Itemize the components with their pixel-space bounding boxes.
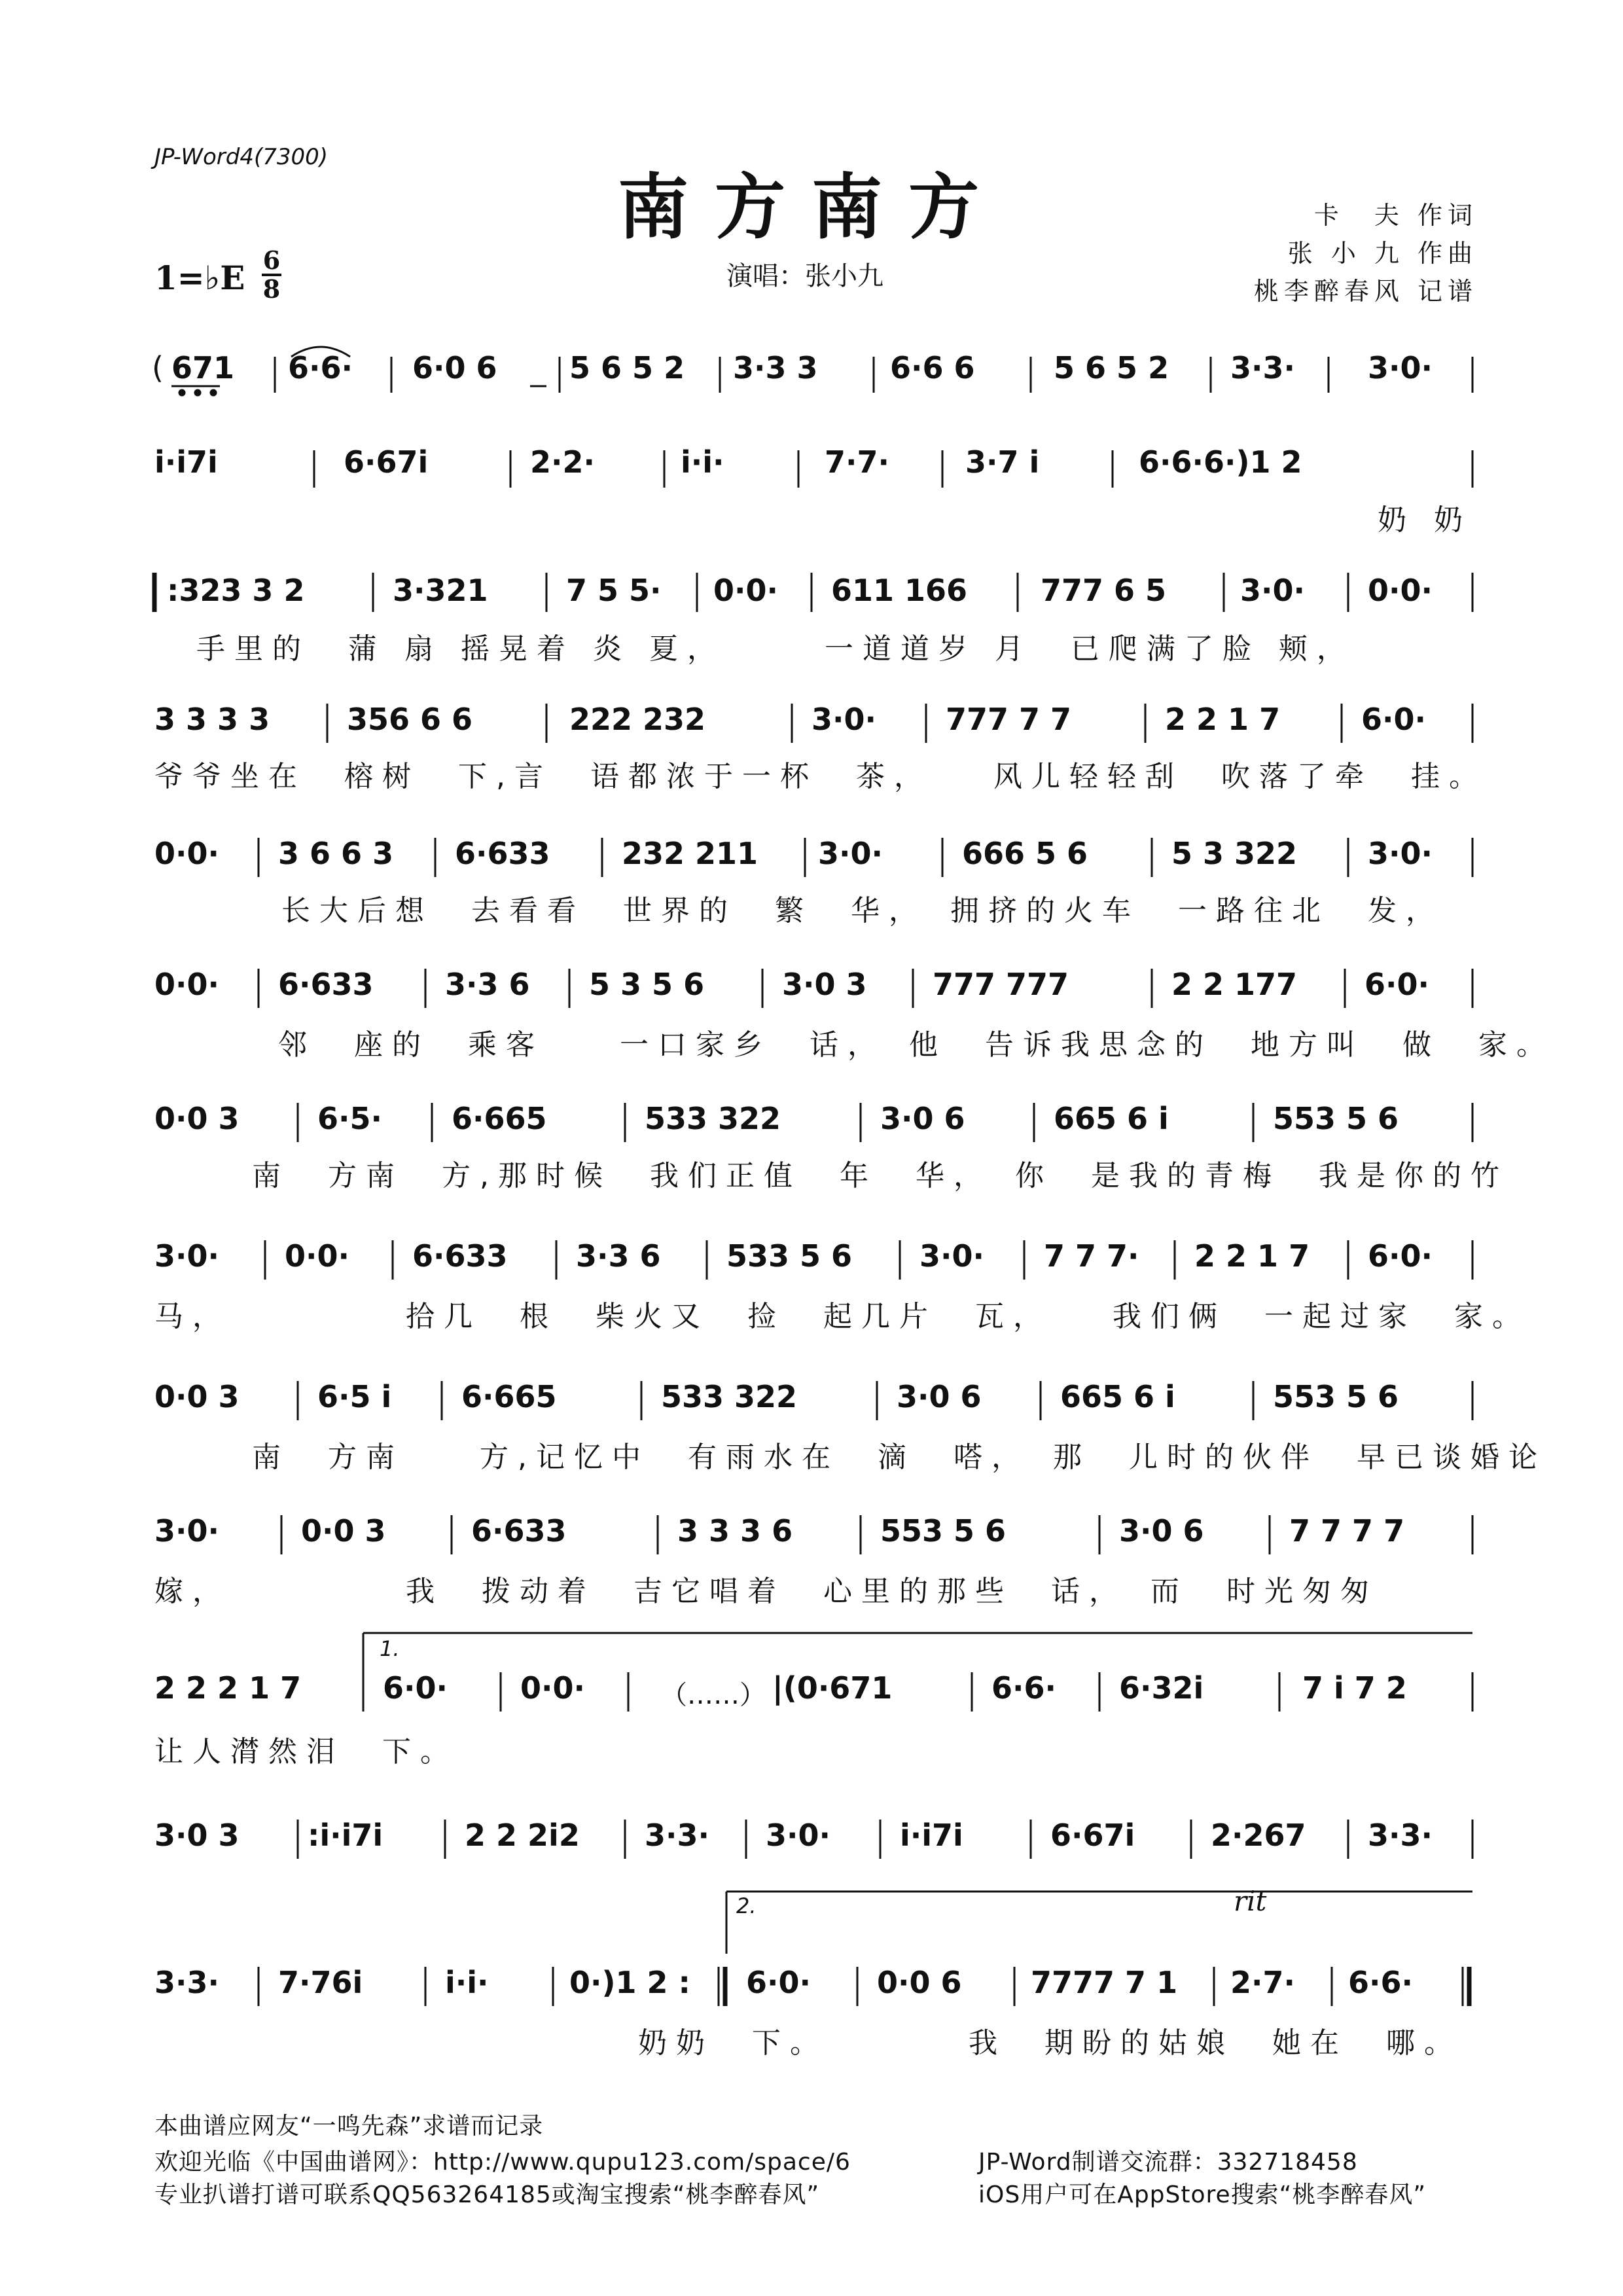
svg-text:3·3·: 3·3· [1368, 1818, 1433, 1853]
svg-text:3·0 6: 3·0 6 [897, 1379, 982, 1414]
score-line-3 [154, 573, 1472, 612]
second-ending-label: 2. [736, 1893, 757, 1918]
lyric-line-8: 马， 拾几 根 柴火又 捡 起几片 瓦， 我们俩 一起过家 家。 [154, 1300, 1530, 1333]
svg-text:5 6 5 2: 5 6 5 2 [1054, 350, 1169, 386]
composer-credit: 张 小 九 作曲 [1287, 239, 1478, 268]
svg-text:i·i7i: i·i7i [154, 444, 218, 480]
score-line-1 [152, 347, 1472, 395]
svg-text:3·0·: 3·0· [1368, 350, 1433, 386]
performer: 演唱：张小九 [726, 261, 883, 291]
transcriber-credit: 桃李醉春风 记谱 [1253, 277, 1478, 306]
svg-text:5 3 322: 5 3 322 [1171, 836, 1298, 871]
svg-text:0·0·: 0·0· [520, 1670, 585, 1706]
svg-text:0·0 6: 0·0 6 [877, 1965, 962, 2000]
svg-text:2·2·: 2·2· [530, 444, 595, 480]
svg-text:777 7 7: 777 7 7 [946, 702, 1072, 737]
svg-text:6·0·: 6·0· [1368, 1238, 1433, 1274]
svg-text:6·6 6: 6·6 6 [890, 350, 975, 386]
svg-text:553 5 6: 553 5 6 [1273, 1101, 1399, 1136]
first-ending-label: 1. [380, 1636, 400, 1661]
svg-text:3·3 6: 3·3 6 [576, 1238, 661, 1274]
omitted-passage: （……） [661, 1680, 766, 1710]
svg-text:6·67i: 6·67i [344, 444, 429, 480]
lyric-line-4: 爷爷坐在 榕树 下,言 语都浓于一杯 茶， 风儿轻轻刮 吹落了牵 挂。 [154, 760, 1487, 793]
score-line-11 [154, 1633, 1472, 1712]
ritardando-mark: rit [1234, 1885, 1267, 1917]
svg-text:7·76i: 7·76i [278, 1965, 363, 2000]
svg-text:6·665: 6·665 [452, 1101, 547, 1136]
lyric-line-10: 嫁， 我 拨动着 吉它唱着 心里的那些 话， 而 时光匆匆 [154, 1575, 1378, 1608]
svg-text:0·0·: 0·0· [154, 967, 219, 1002]
score-line-12 [154, 1818, 1472, 1859]
svg-text:2·7·: 2·7· [1230, 1965, 1295, 2000]
svg-text:6·5 i: 6·5 i [317, 1379, 392, 1414]
svg-text:7 7 7 7: 7 7 7 7 [1289, 1513, 1405, 1549]
lyric-line-2: 奶 奶 [1378, 503, 1472, 537]
svg-text:0·0 3: 0·0 3 [301, 1513, 386, 1549]
svg-text:(: ( [152, 350, 164, 386]
svg-text:3·0 3: 3·0 3 [782, 967, 867, 1002]
svg-text:6·5·: 6·5· [317, 1101, 382, 1136]
svg-text:3·3 3: 3·3 3 [733, 350, 818, 386]
lyricist-credit: 卡 夫 作词 [1313, 201, 1478, 230]
svg-text:665 6 i: 665 6 i [1060, 1379, 1175, 1414]
key-signature: 1=♭E [154, 259, 245, 297]
svg-text:5 6 5 2: 5 6 5 2 [569, 350, 685, 386]
song-title: 南方南方 [617, 166, 1005, 249]
score-line-10 [154, 1513, 1472, 1554]
svg-text::i·i7i: :i·i7i [308, 1818, 383, 1853]
svg-text:3 3 3 3: 3 3 3 3 [154, 702, 270, 737]
svg-text:222 232: 222 232 [569, 702, 706, 737]
svg-text:7 7 7·: 7 7 7· [1044, 1238, 1139, 1274]
footer-welcome: 欢迎光临《中国曲谱网》：http://www.qupu123.com/space/6 [154, 2149, 851, 2176]
svg-text:0·0·: 0·0· [154, 836, 219, 871]
score-line-13 [154, 1892, 1472, 2006]
svg-text:0·0·: 0·0· [1368, 573, 1433, 608]
svg-text:3·0·: 3·0· [1368, 836, 1433, 871]
svg-text:6·633: 6·633 [412, 1238, 508, 1274]
svg-text:3·3·: 3·3· [1230, 350, 1295, 386]
svg-text:2 2 177: 2 2 177 [1171, 967, 1298, 1002]
svg-text:777 777: 777 777 [933, 967, 1069, 1002]
svg-text:6·0·: 6·0· [1364, 967, 1429, 1002]
svg-text:6·0·: 6·0· [1361, 702, 1426, 737]
svg-text:0·0·: 0·0· [285, 1238, 349, 1274]
svg-text:6·0 6: 6·0 6 [412, 350, 497, 386]
svg-text:3·0·: 3·0· [1240, 573, 1305, 608]
svg-text:7·7·: 7·7· [825, 444, 889, 480]
svg-text:6·633: 6·633 [455, 836, 550, 871]
lyric-line-3: 手里的 蒲 扇 摇晃着 炎 夏， 一道道岁 月 已爬满了脸 颊， [196, 632, 1355, 666]
score-line-8 [154, 1238, 1472, 1280]
meter-denominator: 8 [262, 274, 281, 304]
svg-text:6·6·: 6·6· [991, 1670, 1056, 1706]
svg-text:611 166: 611 166 [831, 573, 968, 608]
svg-text:|(0·671: |(0·671 [772, 1670, 893, 1706]
lyric-line-13b: 我 期盼的姑娘 她在 哪。 [969, 2026, 1462, 2060]
svg-text:777 6 5: 777 6 5 [1041, 573, 1167, 608]
svg-text:2 2 1 7: 2 2 1 7 [1165, 702, 1281, 737]
svg-text:3·0 3: 3·0 3 [154, 1818, 240, 1853]
score-line-9 [154, 1379, 1472, 1420]
svg-text:i·i7i: i·i7i [900, 1818, 963, 1853]
svg-text:0·0·: 0·0· [713, 573, 778, 608]
svg-text:533 322: 533 322 [661, 1379, 798, 1414]
svg-text:2 2 2i2: 2 2 2i2 [465, 1818, 580, 1853]
svg-text:2 2 2 1 7: 2 2 2 1 7 [154, 1670, 302, 1706]
svg-text:666 5 6: 666 5 6 [962, 836, 1088, 871]
svg-text:533 322: 533 322 [645, 1101, 781, 1136]
svg-text:0·0 3: 0·0 3 [154, 1101, 240, 1136]
svg-text:7 5 5·: 7 5 5· [566, 573, 662, 608]
svg-text:i·i·: i·i· [445, 1965, 489, 2000]
score-line-4 [154, 702, 1472, 743]
svg-text:6·0·: 6·0· [383, 1670, 448, 1706]
svg-text:3·7 i: 3·7 i [965, 444, 1040, 480]
meter-numerator: 6 [262, 245, 281, 275]
score-line-7 [154, 1101, 1472, 1142]
footer-service: 专业扒谱打谱可联系QQ563264185或淘宝搜索“桃李醉春风” [154, 2181, 820, 2208]
svg-text:6·6·: 6·6· [1348, 1965, 1413, 2000]
svg-text:6·6·6·)1 2: 6·6·6·)1 2 [1139, 444, 1302, 480]
svg-text:553 5 6: 553 5 6 [880, 1513, 1007, 1549]
svg-text:3·0 6: 3·0 6 [1119, 1513, 1204, 1549]
svg-text:5 3 5 6: 5 3 5 6 [589, 967, 705, 1002]
svg-text:3·0·: 3·0· [919, 1238, 984, 1274]
footer-ios: iOS用户可在AppStore搜索“桃李醉春风” [978, 2181, 1426, 2208]
score-line-2 [154, 444, 1472, 488]
svg-text:2 2 1 7: 2 2 1 7 [1194, 1238, 1310, 1274]
svg-text:3·321: 3·321 [393, 573, 488, 608]
svg-text:6·633: 6·633 [278, 967, 374, 1002]
svg-text:7777 7 1: 7777 7 1 [1031, 1965, 1178, 2000]
svg-text:553 5 6: 553 5 6 [1273, 1379, 1399, 1414]
svg-text:3·0·: 3·0· [818, 836, 883, 871]
svg-text:3 6 6 3: 3 6 6 3 [278, 836, 394, 871]
svg-text:671: 671 [171, 350, 235, 386]
lyric-line-9: 南 方南 方,记忆中 有雨水在 滴 嗒， 那 儿时的伙伴 早已谈婚论 [252, 1441, 1546, 1474]
svg-text:3·3 6: 3·3 6 [445, 967, 530, 1002]
svg-text:3·0 6: 3·0 6 [880, 1101, 965, 1136]
svg-text:6·6·: 6·6· [288, 350, 353, 386]
svg-text:533 5 6: 533 5 6 [726, 1238, 853, 1274]
svg-text:356 6 6: 356 6 6 [347, 702, 473, 737]
svg-text:3·0·: 3·0· [154, 1513, 219, 1549]
svg-text:3·0·: 3·0· [154, 1238, 219, 1274]
svg-text:6·0·: 6·0· [746, 1965, 811, 2000]
footer-note: 本曲谱应网友“一鸣先森”求谱而记录 [154, 2113, 544, 2140]
svg-text:232 211: 232 211 [622, 836, 758, 871]
lyric-line-7: 南 方南 方,那时候 我们正值 年 华， 你 是我的青梅 我是你的竹 [252, 1159, 1508, 1193]
svg-text:665 6 i: 665 6 i [1054, 1101, 1169, 1136]
svg-text:6·665: 6·665 [461, 1379, 557, 1414]
lyric-line-6: 邻 座的 乘客 一口家乡 话， 他 告诉我思念的 地方叫 做 家。 [278, 1028, 1554, 1062]
svg-text:6·67i: 6·67i [1050, 1818, 1135, 1853]
svg-text:6·633: 6·633 [471, 1513, 567, 1549]
lyric-line-5: 长大后想 去看看 世界的 繁 华， 拥挤的火车 一路往北 发， [281, 894, 1444, 927]
lyric-line-11: 让人潸然泪 下。 [154, 1735, 458, 1768]
footer-group: JP-Word制谱交流群：332718458 [978, 2149, 1358, 2176]
score-line-5 [154, 836, 1472, 877]
software-signature: JP-Word4(7300) [154, 144, 329, 170]
svg-text:3·0·: 3·0· [766, 1818, 830, 1853]
svg-text:3·0·: 3·0· [812, 702, 876, 737]
svg-text::323 3 2: :323 3 2 [167, 573, 305, 608]
svg-text:3·3·: 3·3· [645, 1818, 709, 1853]
svg-text:0·0 3: 0·0 3 [154, 1379, 240, 1414]
svg-text:3·3·: 3·3· [154, 1965, 219, 2000]
svg-text:3 3 3 6: 3 3 3 6 [677, 1513, 793, 1549]
lyric-line-13a: 奶奶 下。 [638, 2026, 828, 2060]
svg-text:i·i·: i·i· [681, 444, 724, 480]
svg-text:2·267: 2·267 [1211, 1818, 1306, 1853]
svg-text:0·)1 2 :: 0·)1 2 : [569, 1965, 690, 2000]
score-line-6 [154, 967, 1472, 1008]
svg-text:6·32i: 6·32i [1119, 1670, 1204, 1706]
svg-text:7 i 7 2: 7 i 7 2 [1302, 1670, 1407, 1706]
